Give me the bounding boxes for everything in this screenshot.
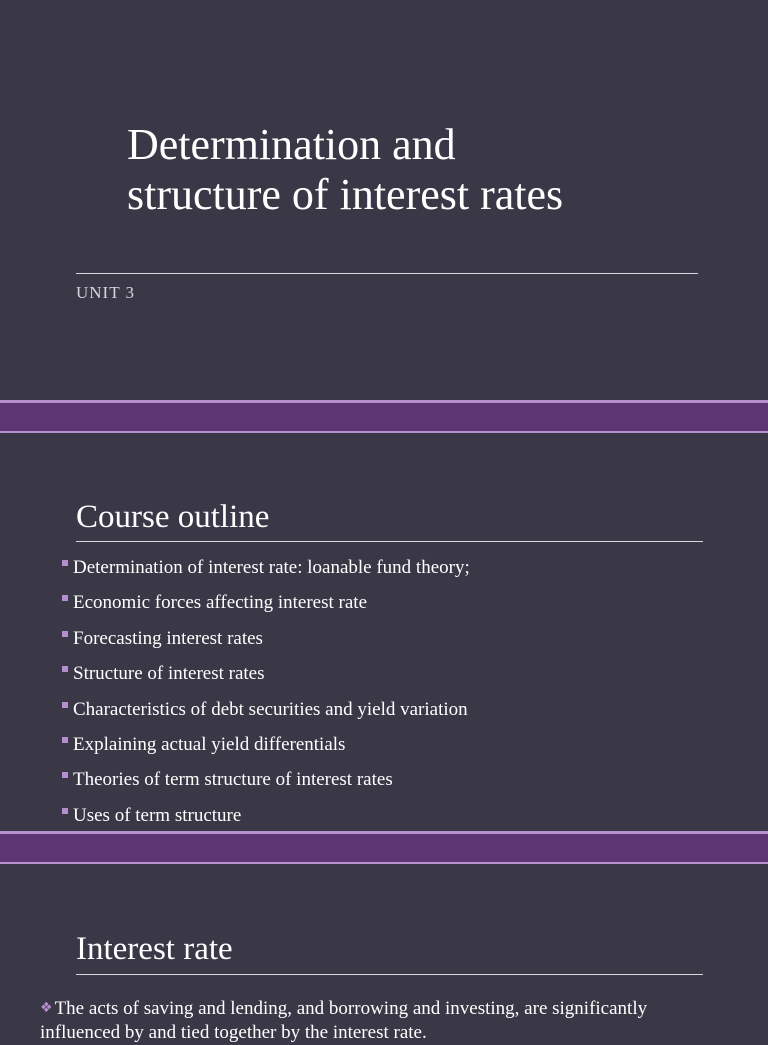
body-line-2: influenced by and tied together by the interest rate. xyxy=(40,1022,427,1043)
list-item xyxy=(62,762,470,797)
square-bullet-icon xyxy=(62,737,68,743)
heading-divider xyxy=(76,541,703,542)
list-item-text: Economic forces affecting interest rate xyxy=(73,592,368,614)
slide-separator xyxy=(0,831,768,864)
unit-subtitle: UNIT 3 xyxy=(76,283,136,302)
diamond-bullet-icon: ❖ xyxy=(40,1000,53,1016)
list-item-text: Explaining actual yield differentials xyxy=(73,733,346,755)
course-outline-slide xyxy=(0,433,768,831)
body-paragraph xyxy=(40,996,740,1045)
slide-heading: Interest rate xyxy=(76,931,233,967)
list-item xyxy=(62,727,470,762)
list-item-text: Uses of term structure xyxy=(73,804,242,826)
square-bullet-icon xyxy=(62,595,68,601)
title-line-1: Determination and xyxy=(127,120,456,169)
heading-divider xyxy=(76,974,703,975)
title-line-2: structure of interest rates xyxy=(127,170,564,219)
title-slide xyxy=(0,0,768,400)
list-item xyxy=(62,550,470,585)
presentation-title xyxy=(127,120,687,220)
list-item-text: Characteristics of debt securities and yield variation xyxy=(73,698,468,720)
square-bullet-icon xyxy=(62,560,68,566)
body-line-1: The acts of saving and lending, and borrowing and investing, are significantly xyxy=(54,998,648,1019)
square-bullet-icon xyxy=(62,666,68,672)
list-item-text: Theories of term structure of interest rates xyxy=(73,769,393,791)
list-item-text: Structure of interest rates xyxy=(73,663,265,685)
list-item xyxy=(62,692,470,727)
slide-heading: Course outline xyxy=(76,499,270,535)
title-divider xyxy=(76,273,698,274)
list-item xyxy=(62,798,470,833)
square-bullet-icon xyxy=(62,631,68,637)
list-item xyxy=(62,621,470,656)
outline-list xyxy=(62,550,470,833)
list-item xyxy=(62,585,470,620)
square-bullet-icon xyxy=(62,772,68,778)
square-bullet-icon xyxy=(62,808,68,814)
list-item xyxy=(62,656,470,691)
list-item-text: Determination of interest rate: loanable fund theory; xyxy=(73,557,470,578)
interest-rate-slide xyxy=(0,866,768,1043)
square-bullet-icon xyxy=(62,702,68,708)
list-item-text: Forecasting interest rates xyxy=(73,627,263,649)
slide-separator xyxy=(0,400,768,433)
